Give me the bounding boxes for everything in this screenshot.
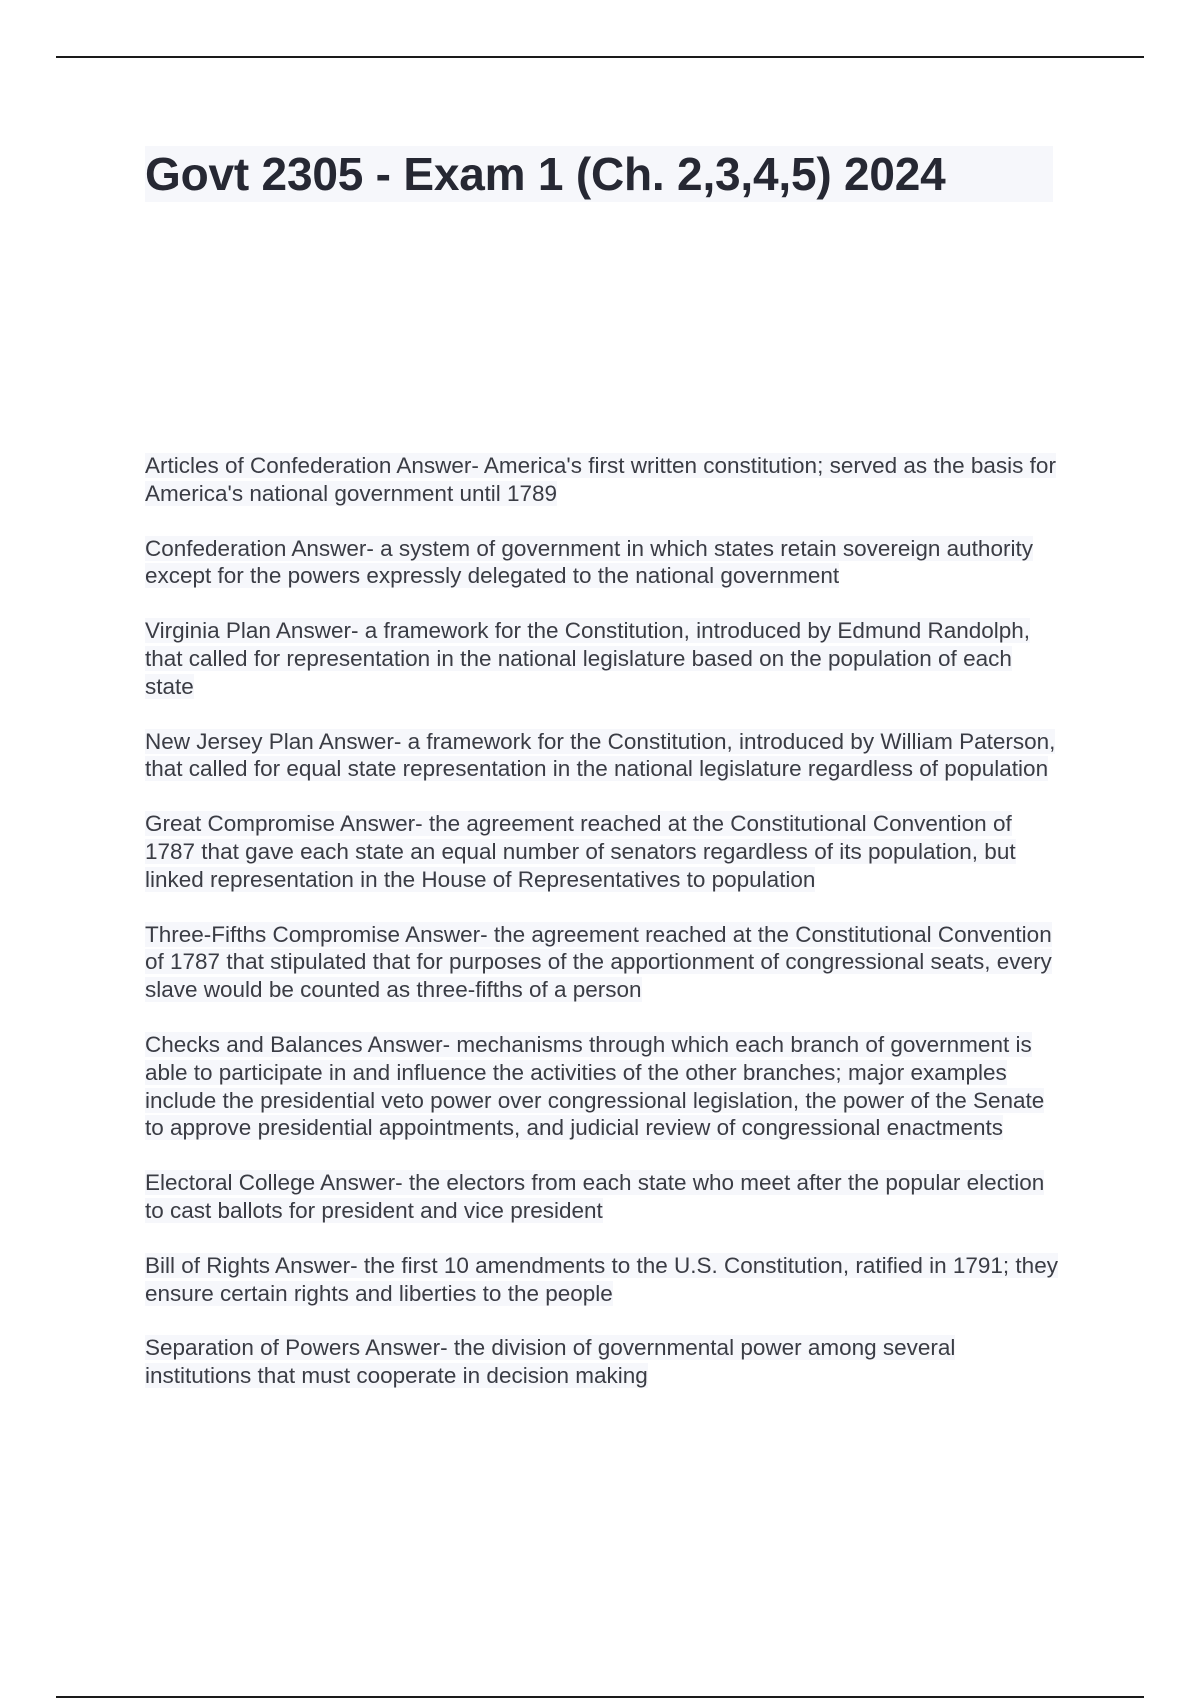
flashcard-entry-text: Separation of Powers Answer- the division of governmental power among several institutions that must cooperate in decision making (145, 1335, 956, 1389)
document-title: Govt 2305 - Exam 1 (Ch. 2,3,4,5) 2024 (145, 148, 946, 200)
flashcard-entry (145, 1031, 1065, 1142)
flashcard-entry-text: Articles of Confederation Answer- America's first written constitution; served as the basis for America's national government until 1789 (145, 453, 1056, 506)
bottom-rule (56, 1696, 1144, 1698)
flashcard-entry-text: Great Compromise Answer- the agreement reached at the Constitutional Convention of 1787 that gave each state an equal number of senators regardless of its population, but linked representation in the House of Representatives to population (145, 811, 1016, 892)
flashcard-entry (145, 617, 1065, 700)
flashcard-list (145, 452, 1065, 1417)
flashcard-entry-text: New Jersey Plan Answer- a framework for the Constitution, introduced by William Paterson, that called for equal state representation in the national legislature regardless of population (145, 728, 1056, 782)
flashcard-entry-text: Three-Fifths Compromise Answer- the agreement reached at the Constitutional Convention of 1787 that stipulated that for purposes of the apportionment of congressional seats, every slave would be counted as three-fifths of a person (145, 921, 1052, 1003)
flashcard-entry-text: Checks and Balances Answer- mechanisms through which each branch of government is able to participate in and influence the activities of the other branches; major examples include the presidential veto power over congressional legislation, the power of the Senate to approve presidential appointments, and judicial review of congressional enactments (145, 1031, 1045, 1141)
flashcard-entry (145, 921, 1065, 1004)
title-block (145, 146, 1053, 202)
top-rule (56, 56, 1144, 58)
flashcard-entry-text: Electoral College Answer- the electors from each state who meet after the popular election to cast ballots for president and vice president (145, 1170, 1045, 1223)
flashcard-entry-text: Virginia Plan Answer- a framework for the Constitution, introduced by Edmund Randolph, that called for representation in the national legislature based on the population of each state (145, 618, 1031, 699)
flashcard-entry (145, 452, 1065, 508)
flashcard-entry (145, 1169, 1065, 1225)
flashcard-entry (145, 810, 1065, 893)
flashcard-entry (145, 728, 1065, 784)
flashcard-entry (145, 1334, 1065, 1390)
flashcard-entry (145, 535, 1065, 591)
flashcard-entry-text: Confederation Answer- a system of government in which states retain sovereign authority except for the powers expressly delegated to the national government (145, 535, 1033, 589)
flashcard-entry (145, 1252, 1065, 1308)
flashcard-entry-text: Bill of Rights Answer- the first 10 amendments to the U.S. Constitution, ratified in 1791; they ensure certain rights and liberties to the people (145, 1252, 1058, 1306)
